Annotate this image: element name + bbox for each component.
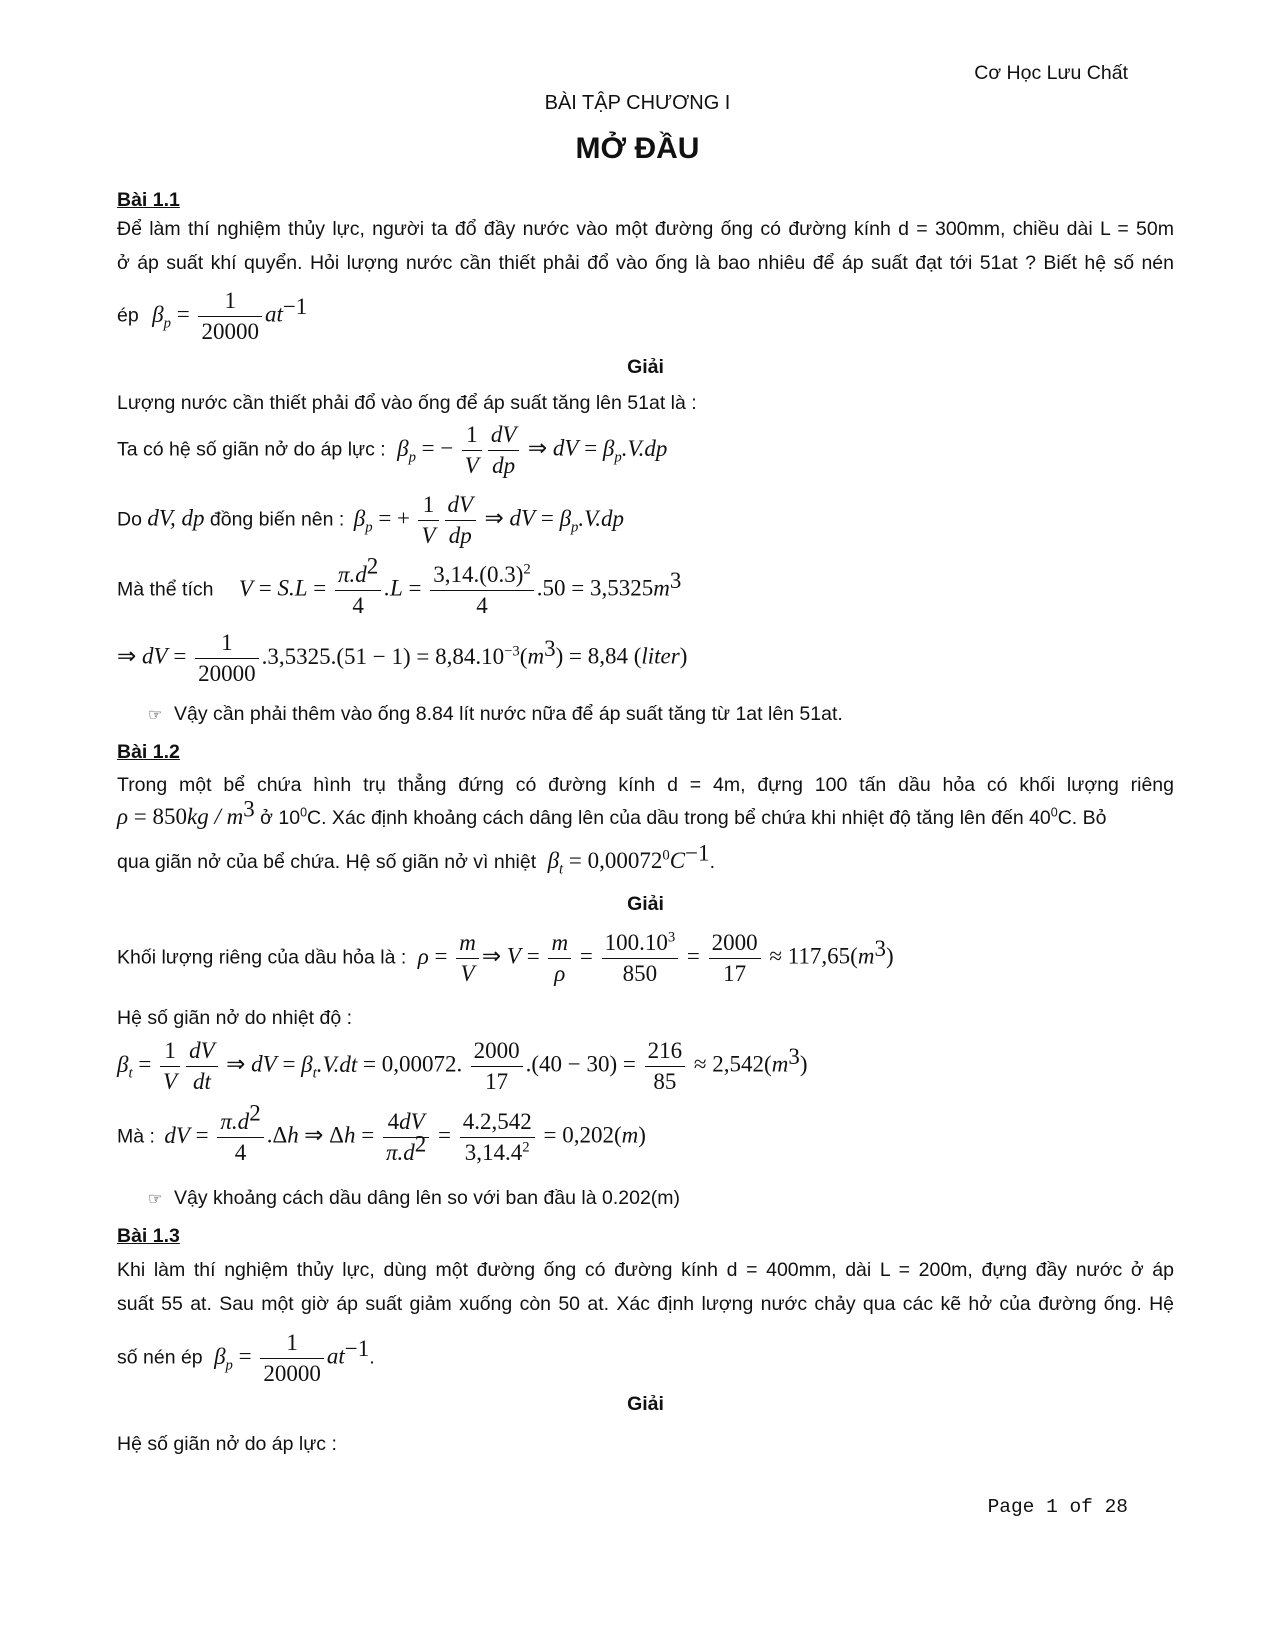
solution-1-1-conclusion-text: Vậy cần phải thêm vào ống 8.84 lít nước nữa để áp suất tăng từ 1at lên 51at. (174, 703, 843, 725)
exercise-1-1-heading: Bài 1.1 (117, 189, 180, 211)
pointing-hand-icon: ☞ (148, 1191, 163, 1208)
running-header: Cơ Học Lưu Chất (974, 62, 1128, 84)
solution-1-1-eq-1: Ta có hệ số giãn nở do áp lực : $\beta_p$ = − $\frac{1}{V}$ $\frac{dV}{dp}$ ⇒ dV = $\beta_p.V.dp$ (117, 422, 668, 478)
solution-1-2-eq-1-label: Khối lượng riêng của dầu hỏa là : (117, 946, 407, 969)
exercise-1-3-line-2: suất 55 at. Sau một giờ áp suất giảm xuống còn 50 at. Xác định lượng nước chảy qua các kẽ hở của đường ống. Hệ (117, 1293, 1174, 1315)
solution-1-1-eq-4: ⇒ dV = $\frac{1}{20000}$ $.3,5325.(51 - 1) = 8,84.10^{-3}(m^3) = 8,84$ (liter) (117, 630, 688, 686)
solution-heading-1: Giải (627, 356, 664, 378)
solution-heading-2: Giải (627, 893, 664, 915)
solution-1-1-eq-3-label: Mà thể tích (117, 578, 214, 601)
solution-heading-3: Giải (627, 1393, 664, 1415)
page-number: Page 1 of 28 (987, 1496, 1128, 1518)
pointing-hand-icon: ☞ (148, 707, 163, 724)
exercise-1-2-line-2-c: C. Bỏ (1057, 807, 1107, 829)
solution-1-2-eq-2: $\beta_t$ = $\frac{1}{V}$ $\frac{dV}{dt}$ ⇒ dV = $\beta_t.V.dt = 0,00072$. $\frac{2000}{17}$ .(40 − 30) = $\frac{216}{85}$ ≈ $2,542(m^3)$ (117, 1038, 808, 1094)
solution-1-1-statement: Lượng nước cần thiết phải đổ vào ống để áp suất tăng lên 51at là : (117, 392, 697, 414)
solution-1-2-eq-1: Khối lượng riêng của dầu hỏa là : ρ = $\frac{m}{V}$ ⇒ V = $\frac{m}{\rho}$ = $\frac{100.10^3}{850}$ = $\frac{2000}{17}$ ≈ $117,65(m^3)$ (117, 929, 894, 986)
solution-1-2-conclusion (148, 1187, 680, 1210)
solution-1-2-statement: Hệ số giãn nở do nhiệt độ : (117, 1007, 353, 1029)
exercise-1-1-line-2: ở áp suất khí quyển. Hỏi lượng nước cần thiết phải đổ vào ống là bao nhiêu để áp suất đạt tới 51at ? Biết hệ số nén (117, 252, 1174, 274)
page-title: MỞ ĐẦU (575, 132, 700, 165)
solution-1-1-eq-3: Mà thể tích V = S.L = $\frac{\pi.d^2}{4}$ .L = $\frac{3,14.(0.3)^2}{4}$ $.50 = 3,5325m^3$ (117, 553, 682, 618)
solution-1-2-eq-3: Mà : dV = $\frac{\pi.d^2}{4}$ .Δh ⇒ Δh = $\frac{4dV}{\pi.d^2}$ = $\frac{4.2,542}{3,14.4^2}$ = 0,202(m) (117, 1100, 646, 1165)
exercise-1-2-line-1: Trong một bể chứa hình trụ thẳng đứng có đường kính d = 4m, đựng 100 tấn dầu hỏa có khối lượng riêng (117, 774, 1174, 796)
exercise-1-2-line-2-b: C. Xác định khoảng cách dâng lên của dầu trong bể chứa khi nhiệt độ tăng lên đến 40 (307, 807, 1051, 829)
exercise-1-2-line-2: $\rho = 850kg / m^3$ ở $10^0C$. Xác định khoảng cách dâng lên của dầu trong bể chứa khi nhiệt độ tăng lên đến $40^0C$. Bỏ (117, 796, 1107, 829)
exercise-1-3-line-3-text: số nén ép (117, 1346, 203, 1369)
exercise-1-1-line-3: ép $\beta_p$ = $\frac{1}{20000}$ $at^{-1}$ (117, 288, 308, 344)
exercise-1-3-heading: Bài 1.3 (117, 1225, 180, 1247)
exercise-1-2-heading: Bài 1.2 (117, 741, 180, 763)
solution-1-3-statement: Hệ số giãn nở do áp lực : (117, 1433, 337, 1455)
exercise-1-1-line-1: Để làm thí nghiệm thủy lực, người ta đổ đầy nước vào một đường ống có đường kính d = 300mm, chiều dài L = 50m (117, 218, 1174, 240)
solution-1-1-eq-2-label-a: Do (117, 508, 142, 531)
solution-1-2-conclusion-text: Vậy khoảng cách dầu dâng lên so với ban đầu là 0.202(m) (174, 1187, 681, 1209)
solution-1-1-eq-2: Do dV, dp đồng biến nên : $\beta_p$ = + $\frac{1}{V}$ $\frac{dV}{dp}$ ⇒ dV = $\beta_p.V.dp$ (117, 492, 624, 548)
exercise-1-2-line-3-text: qua giãn nở của bể chứa. Hệ số giãn nở vì nhiệt (117, 851, 537, 873)
exercise-1-2-line-3: qua giãn nở của bể chứa. Hệ số giãn nở vì nhiệt $\beta_t = 0,00072^0C^{-1}$. (117, 840, 715, 878)
solution-1-1-conclusion (148, 703, 843, 726)
exercise-1-3-line-3: số nén ép $\beta_p$ = $\frac{1}{20000}$ $at^{-1}$. (117, 1330, 375, 1386)
exercise-1-2-line-2-a: ở 10 (260, 807, 301, 829)
solution-1-1-eq-1-label: Ta có hệ số giãn nở do áp lực : (117, 438, 386, 461)
exercise-1-1-line-3-text: ép (117, 304, 139, 327)
solution-1-2-eq-3-label: Mà : (117, 1125, 155, 1148)
solution-1-1-eq-2-label-b: đồng biến nên : (209, 508, 345, 531)
exercise-1-3-line-1: Khi làm thí nghiệm thủy lực, dùng một đường ống có đường kính d = 400mm, dài L = 200m, đựng đầy nước ở áp (117, 1259, 1174, 1281)
chapter-label: BÀI TẬP CHƯƠNG I (544, 92, 731, 114)
